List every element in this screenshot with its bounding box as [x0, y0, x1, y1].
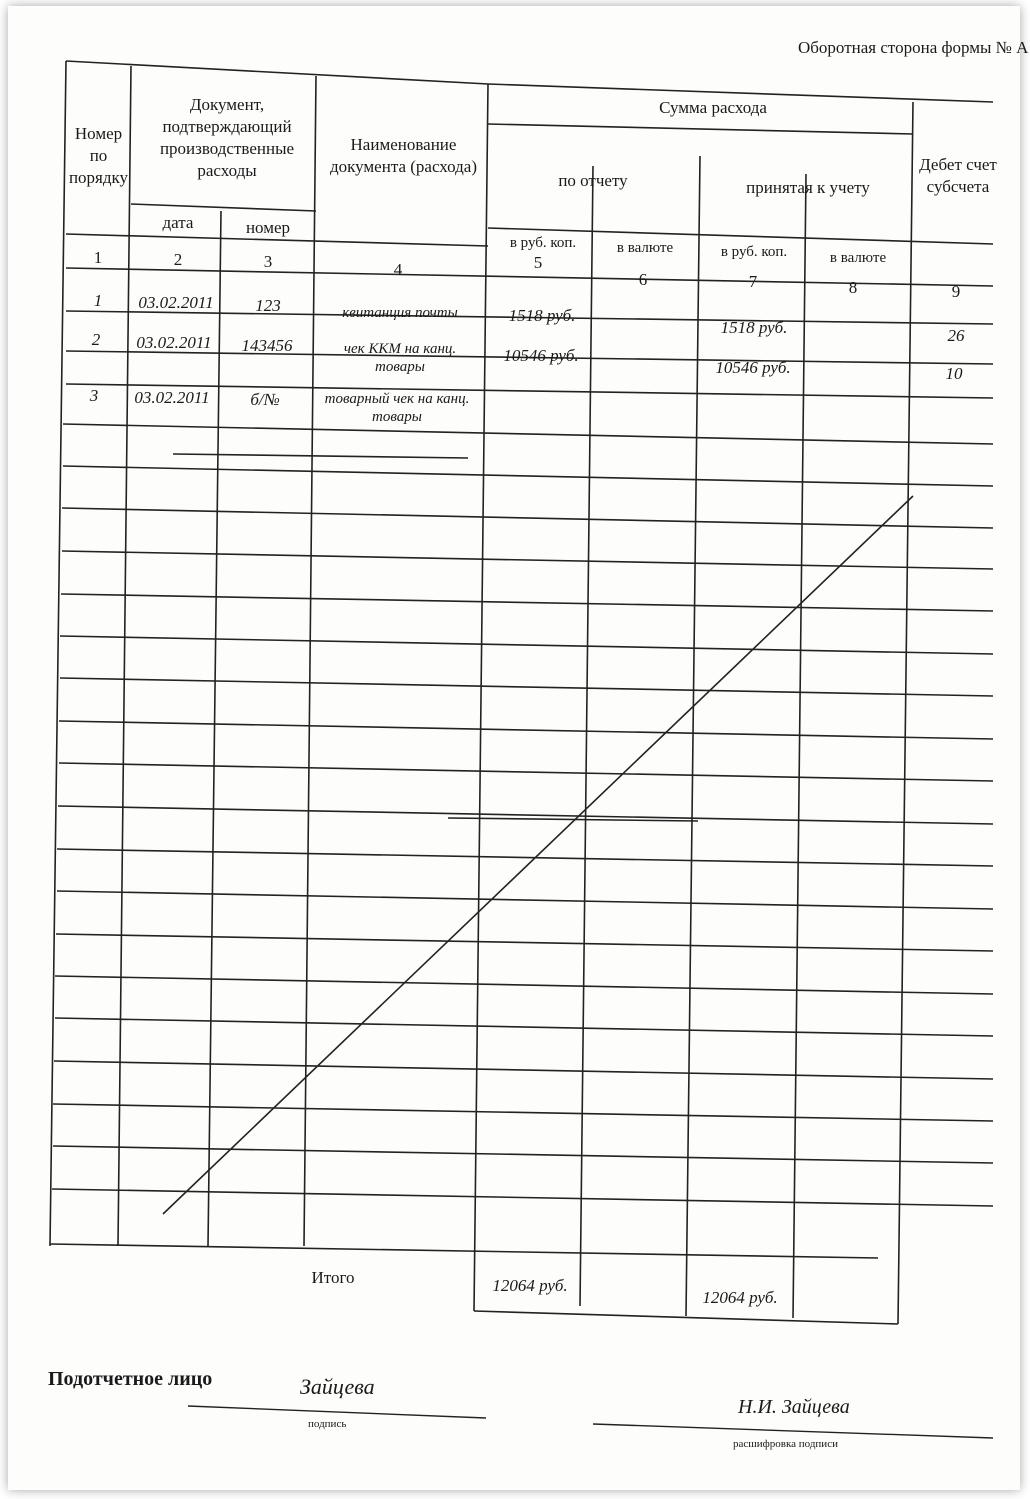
header-row-number: Номер по порядку — [68, 124, 129, 187]
header-rub-2: в руб. коп. — [720, 244, 788, 260]
table-row-cell: товарный чек на канц. товары — [324, 391, 470, 425]
table-row-cell: 10546 руб. — [715, 358, 791, 377]
colnum-7: 7 — [748, 272, 758, 291]
table-row-cell: 2 — [91, 330, 101, 349]
totals-accepted: 12064 руб. — [702, 1288, 778, 1307]
table-row-cell: 3 — [89, 386, 99, 405]
header-accepted: принятая к учету — [746, 178, 870, 197]
header-doc-name: Наименование документа (расхода) — [329, 135, 478, 176]
header-debit: Дебет счет субсчета — [919, 155, 997, 196]
colnum-6: 6 — [638, 270, 648, 289]
form-header-note: Оборотная сторона формы № А — [798, 38, 1029, 57]
header-cur-1: в валюте — [616, 240, 674, 256]
table-row-cell: 143456 — [241, 336, 293, 355]
table-row-cell: 03.02.2011 — [138, 293, 214, 312]
totals-by-report: 12064 руб. — [492, 1276, 568, 1295]
header-sum: Сумма расхода — [659, 98, 767, 117]
decoded-signature-caption: расшифровка подписи — [733, 1438, 838, 1450]
decoded-signature-value: Н.И. Зайцева — [738, 1396, 850, 1418]
table-row-cell: 1518 руб. — [720, 318, 788, 337]
signature-lines — [8, 6, 1020, 1490]
header-cur-2: в валюте — [829, 250, 887, 266]
table-row-cell: 1 — [93, 291, 103, 310]
table-row-cell: б/№ — [250, 390, 280, 409]
table-row-cell: 03.02.2011 — [136, 333, 212, 352]
accountable-person-label: Подотчетное лицо — [48, 1368, 213, 1390]
colnum-3: 3 — [263, 252, 273, 271]
colnum-1: 1 — [93, 248, 103, 267]
colnum-2: 2 — [173, 250, 183, 269]
table-row-cell: чек ККМ на канц. товары — [343, 341, 457, 375]
table-row-cell: 10 — [945, 364, 963, 383]
advance-report-reverse-page — [8, 6, 1029, 1490]
colnum-5: 5 — [533, 253, 543, 272]
signature-caption: подпись — [308, 1418, 347, 1430]
colnum-9: 9 — [951, 282, 961, 301]
table-row-cell: 10546 руб. — [503, 346, 579, 365]
signature-value: Зайцева — [300, 1374, 375, 1399]
colnum-8: 8 — [848, 278, 858, 297]
table-row-cell: 26 — [947, 326, 965, 345]
header-rub-1: в руб. коп. — [509, 235, 577, 251]
totals-label: Итого — [311, 1268, 355, 1287]
header-number: номер — [245, 218, 291, 237]
table-row-cell: 1518 руб. — [508, 306, 576, 325]
table-row-cell: квитанция почты — [342, 305, 458, 321]
table-row-cell: 123 — [255, 296, 281, 315]
header-document: Документ, подтверждающий производственные расходы — [159, 95, 295, 180]
table-row-cell: 03.02.2011 — [134, 388, 210, 407]
header-date: дата — [162, 213, 194, 232]
colnum-4: 4 — [393, 260, 403, 279]
header-by-report: по отчету — [558, 171, 628, 190]
